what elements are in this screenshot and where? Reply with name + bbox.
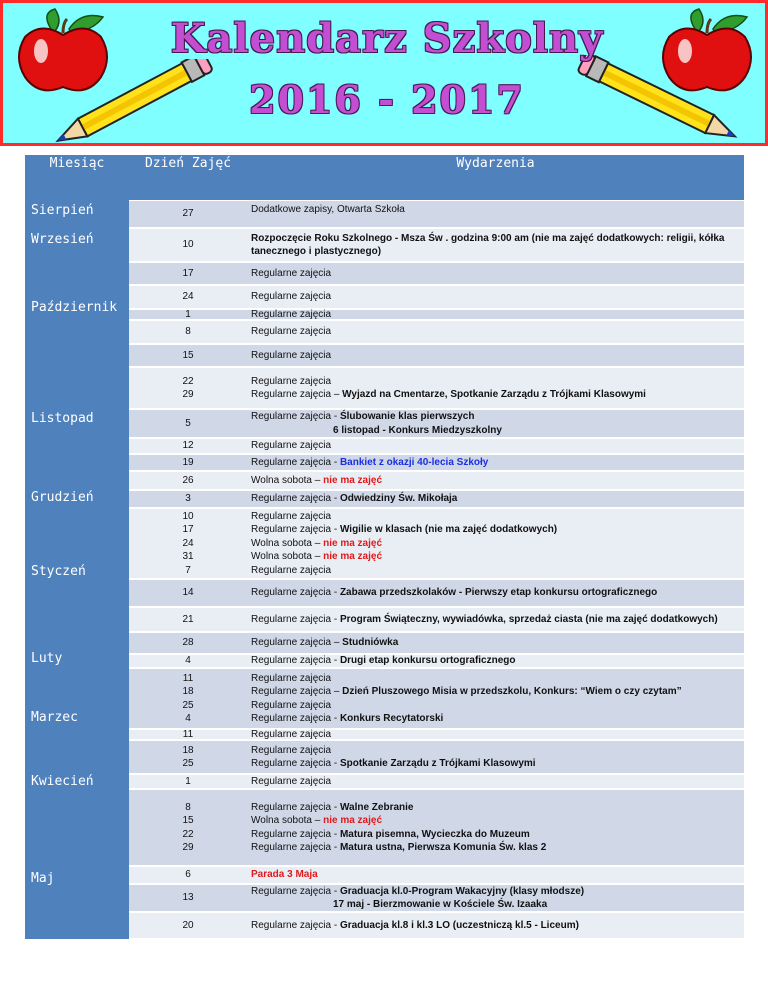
event-cell — [251, 491, 741, 507]
day-number: 28 — [182, 637, 194, 649]
event-text: Regularne zajęcia — [251, 728, 332, 740]
month-label: Październik — [31, 300, 118, 315]
table-row — [129, 579, 744, 607]
day-number: 12 — [182, 440, 194, 452]
column-header-day: Dzień Zajęć — [144, 156, 232, 171]
event-line — [251, 885, 741, 898]
event-line — [251, 712, 741, 725]
day-number: 3 — [185, 493, 191, 505]
event-line — [251, 775, 741, 788]
event-text: Ślubowanie klas pierwszych — [339, 411, 475, 423]
day-number: 25 — [182, 699, 194, 711]
event-line — [251, 325, 741, 338]
event-line — [251, 685, 741, 698]
table-row — [129, 729, 744, 740]
event-cell — [251, 885, 741, 911]
column-header-month: Miesiąc — [49, 156, 105, 171]
column-header-events: Wydarzenia — [456, 156, 535, 171]
school-year: 2016 - 2017 — [249, 77, 525, 122]
event-line — [251, 672, 741, 685]
day-cell — [129, 790, 247, 865]
event-line — [251, 801, 741, 814]
table-row — [129, 740, 744, 774]
table-row — [129, 884, 744, 912]
day-cell — [129, 229, 247, 261]
table-row — [129, 508, 744, 579]
event-line — [251, 757, 741, 770]
day-number: 24 — [182, 291, 194, 303]
event-cell — [251, 368, 741, 408]
day-cell — [129, 410, 247, 437]
table-row — [129, 607, 744, 632]
event-cell — [251, 439, 741, 453]
month-label: Styczeń — [31, 564, 86, 579]
event-line — [251, 267, 741, 280]
event-line — [251, 868, 741, 881]
event-cell — [251, 410, 741, 437]
day-cell — [129, 608, 247, 631]
day-cell — [129, 201, 247, 227]
event-line — [251, 814, 741, 827]
event-line — [251, 388, 741, 401]
event-text: Regularne zajęcia - — [251, 411, 340, 423]
day-number: 31 — [182, 551, 194, 563]
day-number: 5 — [185, 417, 191, 429]
day-number: 22 — [182, 375, 194, 387]
table-row — [129, 632, 744, 654]
event-line — [251, 375, 741, 388]
day-number: 1 — [185, 775, 191, 787]
day-number: 4 — [185, 712, 191, 724]
day-number: 26 — [182, 474, 194, 486]
event-text: Regularne zajęcia — [251, 672, 332, 684]
event-line — [251, 699, 741, 712]
day-cell — [129, 633, 247, 653]
event-line — [251, 841, 741, 854]
day-cell — [129, 439, 247, 453]
month-label: Grudzień — [31, 490, 94, 505]
event-text: Regularne zajęcia - — [251, 885, 340, 897]
event-text: Dodatkowe zapisy, Otwarta Szkoła — [251, 204, 405, 215]
event-cell — [251, 286, 741, 308]
event-text: Wyjazd na Cmentarze, Spotkanie Zarządu z Trójkami Klasowymi — [342, 389, 646, 400]
event-text: Regularne zajęcia — [251, 510, 332, 522]
event-text: Regularne zajęcia — [251, 349, 332, 361]
event-text: Regularne zajęcia — [251, 699, 332, 711]
table-row — [129, 471, 744, 490]
day-number: 18 — [182, 744, 194, 756]
event-text: Walne Zebranie — [339, 801, 414, 813]
event-text: Regularne zajęcia — [251, 775, 332, 787]
event-line — [251, 564, 741, 577]
event-line — [251, 636, 741, 649]
month-label: Wrzesień — [31, 232, 94, 247]
day-number: 1 — [185, 308, 191, 320]
event-cell — [251, 472, 741, 489]
day-cell — [129, 867, 247, 883]
month-label: Maj — [31, 871, 55, 886]
event-text: Regularne zajęcia — [251, 744, 332, 756]
day-number: 29 — [182, 389, 194, 400]
event-line — [251, 613, 741, 626]
table-row — [129, 774, 744, 789]
event-text: Matura ustna, Pierwsza Komunia Św. klas 2 — [339, 841, 547, 853]
event-text: Wolna sobota – — [251, 537, 324, 549]
table-row — [129, 367, 744, 409]
table-row — [129, 344, 744, 367]
event-text: Regularne zajęcia - — [251, 524, 340, 536]
event-text: 6 listopad - Konkurs Miedzyszkolny — [333, 424, 502, 436]
day-number: 25 — [182, 758, 194, 769]
event-line — [251, 245, 741, 258]
event-text: Regularne zajęcia — [251, 564, 332, 576]
event-line — [251, 290, 741, 303]
month-label: Sierpień — [31, 203, 94, 218]
day-cell — [129, 472, 247, 489]
day-number: 13 — [182, 892, 194, 904]
day-number: 15 — [182, 815, 194, 827]
event-text: Wolna sobota – — [251, 474, 324, 486]
table-row — [129, 262, 744, 285]
event-line — [251, 474, 741, 487]
day-number: 17 — [182, 524, 194, 536]
event-text: Regularne zajęcia - — [251, 841, 340, 853]
event-line — [251, 456, 741, 469]
event-text: Regularne zajęcia - — [251, 758, 340, 769]
day-cell — [129, 655, 247, 667]
event-line — [251, 898, 741, 911]
day-number: 15 — [182, 349, 194, 361]
day-number: 29 — [182, 841, 194, 853]
month-column — [25, 155, 129, 939]
table-row — [129, 789, 744, 866]
header-banner — [0, 0, 768, 146]
event-cell — [251, 775, 741, 788]
event-text: Rozpoczęcie Roku Szkolnego - Msza Św . godzina 9:00 am (nie ma zajęć dodatkowych: religii, kółka — [251, 232, 725, 244]
day-cell — [129, 286, 247, 308]
event-line — [251, 586, 741, 599]
table-row — [129, 454, 744, 471]
table-row — [129, 866, 744, 884]
page-title: Kalendarz Szkolny — [170, 15, 604, 62]
event-line — [251, 510, 741, 523]
event-line — [251, 232, 741, 245]
event-line — [251, 439, 741, 452]
event-text: Regularne zajęcia - — [251, 493, 340, 505]
event-text: Graduacja kl.0-Program Wakacyjny (klasy młodsze) — [339, 885, 585, 897]
table-row — [129, 228, 744, 262]
month-label: Kwiecień — [31, 774, 94, 789]
event-text: Program Świąteczny, wywiadówka, sprzedaż ciasta (nie ma zajęć dodatkowych) — [339, 613, 718, 625]
event-text: Regularne zajęcia - — [251, 587, 340, 599]
event-text: Regularne zajęcia - — [251, 712, 340, 724]
day-number: 20 — [182, 919, 194, 931]
event-text: Regularne zajęcia – — [251, 686, 343, 698]
event-text: Parada 3 Maja — [251, 869, 318, 881]
event-text: Bankiet z okazji 40-lecia Szkoły — [339, 456, 489, 468]
table-row — [129, 912, 744, 939]
month-label: Luty — [31, 651, 63, 666]
event-cell — [251, 730, 741, 739]
day-cell — [129, 775, 247, 788]
day-cell — [129, 913, 247, 938]
day-cell — [129, 580, 247, 606]
event-text: Regularne zajęcia — [251, 326, 332, 338]
event-text: Regularne zajęcia - — [251, 801, 340, 813]
day-number: 11 — [182, 672, 194, 684]
day-cell — [129, 455, 247, 470]
month-label: Marzec — [31, 710, 78, 725]
day-number: 17 — [182, 267, 194, 279]
event-text: nie ma zajęć — [323, 537, 383, 549]
event-text: Regularne zajęcia — [251, 267, 332, 279]
event-text: Regularne zajęcia – — [251, 389, 343, 400]
event-line — [251, 203, 741, 216]
event-text: Regularne zajęcia — [251, 440, 332, 452]
event-line — [251, 537, 741, 550]
table-row — [129, 490, 744, 508]
event-cell — [251, 263, 741, 284]
event-cell — [251, 608, 741, 631]
event-text: nie ma zajęć — [323, 815, 383, 827]
event-text: Regularne zajęcia — [251, 375, 332, 387]
event-cell — [251, 913, 741, 938]
table-row — [129, 654, 744, 668]
event-text: Odwiedziny Św. Mikołaja — [339, 493, 458, 505]
event-cell — [251, 310, 741, 319]
event-line — [251, 919, 741, 932]
day-cell — [129, 741, 247, 773]
event-text: nie ma zajęć — [323, 474, 383, 486]
event-line — [251, 424, 741, 437]
table-row — [129, 438, 744, 454]
event-cell — [251, 669, 741, 728]
event-line — [251, 828, 741, 841]
day-number: 4 — [185, 655, 191, 667]
day-number: 11 — [182, 728, 194, 740]
table-row — [129, 668, 744, 729]
event-text: 17 maj - Bierzmowanie w Kościele Św. Izaaka — [333, 899, 548, 910]
day-number: 19 — [182, 456, 194, 468]
month-label: Listopad — [31, 411, 94, 426]
day-number: 10 — [182, 239, 194, 251]
table-row — [129, 285, 744, 309]
day-number: 22 — [182, 828, 194, 840]
event-text: Regularne zajęcia - — [251, 456, 340, 468]
event-text: Regularne zajęcia — [251, 291, 332, 303]
event-text: Studniówka — [342, 637, 399, 649]
day-number: 14 — [182, 587, 194, 599]
event-text: tanecznego i plastycznego) — [251, 246, 382, 257]
event-text: Zabawa przedszkolaków - Pierwszy etap konkursu ortograficznego — [339, 587, 658, 599]
event-line — [251, 523, 741, 536]
day-cell — [129, 310, 247, 319]
day-number: 21 — [182, 613, 194, 625]
event-text: Drugi etap konkursu ortograficznego — [339, 655, 516, 667]
day-cell — [129, 368, 247, 408]
event-cell — [251, 633, 741, 653]
event-cell — [251, 655, 741, 667]
event-text: Regularne zajęcia - — [251, 919, 340, 931]
event-text: Graduacja kl.8 i kl.3 LO (uczestniczą kl.5 - Liceum) — [339, 919, 579, 931]
day-cell — [129, 730, 247, 739]
event-text: nie ma zajęć — [323, 551, 383, 563]
event-line — [251, 550, 741, 563]
event-line — [251, 492, 741, 505]
day-number: 8 — [185, 801, 191, 813]
event-text: Regularne zajęcia – — [251, 637, 343, 649]
event-text: Wolna sobota – — [251, 815, 324, 827]
day-number: 10 — [182, 510, 194, 522]
event-text: Regularne zajęcia - — [251, 613, 340, 625]
event-line — [251, 744, 741, 757]
day-number: 18 — [182, 686, 194, 698]
event-text: Matura pisemna, Wycieczka do Muzeum — [339, 828, 530, 840]
day-cell — [129, 885, 247, 911]
event-cell — [251, 201, 741, 227]
event-text: Dzień Pluszowego Misia w przedszkolu, Konkurs: “Wiem o czy czytam” — [342, 686, 682, 698]
table-row — [129, 409, 744, 438]
event-text: Wolna sobota – — [251, 551, 324, 563]
event-text: Regularne zajęcia — [251, 308, 332, 320]
event-line — [251, 654, 741, 667]
day-cell — [129, 345, 247, 366]
event-text: Spotkanie Zarządu z Trójkami Klasowymi — [339, 758, 536, 769]
event-line — [251, 410, 741, 423]
day-cell — [129, 669, 247, 728]
day-cell — [129, 321, 247, 343]
day-cell — [129, 509, 247, 578]
event-cell — [251, 580, 741, 606]
day-cell — [129, 491, 247, 507]
event-text: Wigilie w klasach (nie ma zajęć dodatkowych) — [339, 524, 558, 536]
event-text: Konkurs Recytatorski — [339, 712, 444, 724]
day-number: 27 — [182, 208, 194, 220]
table-row — [129, 320, 744, 344]
table-row — [129, 309, 744, 320]
event-cell — [251, 321, 741, 343]
event-cell — [251, 229, 741, 261]
event-cell — [251, 345, 741, 366]
event-cell — [251, 509, 741, 578]
table-row — [129, 200, 744, 228]
day-number: 7 — [185, 564, 191, 576]
event-cell — [251, 741, 741, 773]
event-text: Regularne zajęcia - — [251, 655, 340, 667]
day-number: 6 — [185, 869, 191, 881]
event-line — [251, 349, 741, 362]
day-number: 24 — [182, 537, 194, 549]
day-number: 8 — [185, 326, 191, 338]
event-cell — [251, 455, 741, 470]
event-text: Regularne zajęcia - — [251, 828, 340, 840]
day-cell — [129, 263, 247, 284]
event-cell — [251, 790, 741, 865]
event-cell — [251, 867, 741, 883]
